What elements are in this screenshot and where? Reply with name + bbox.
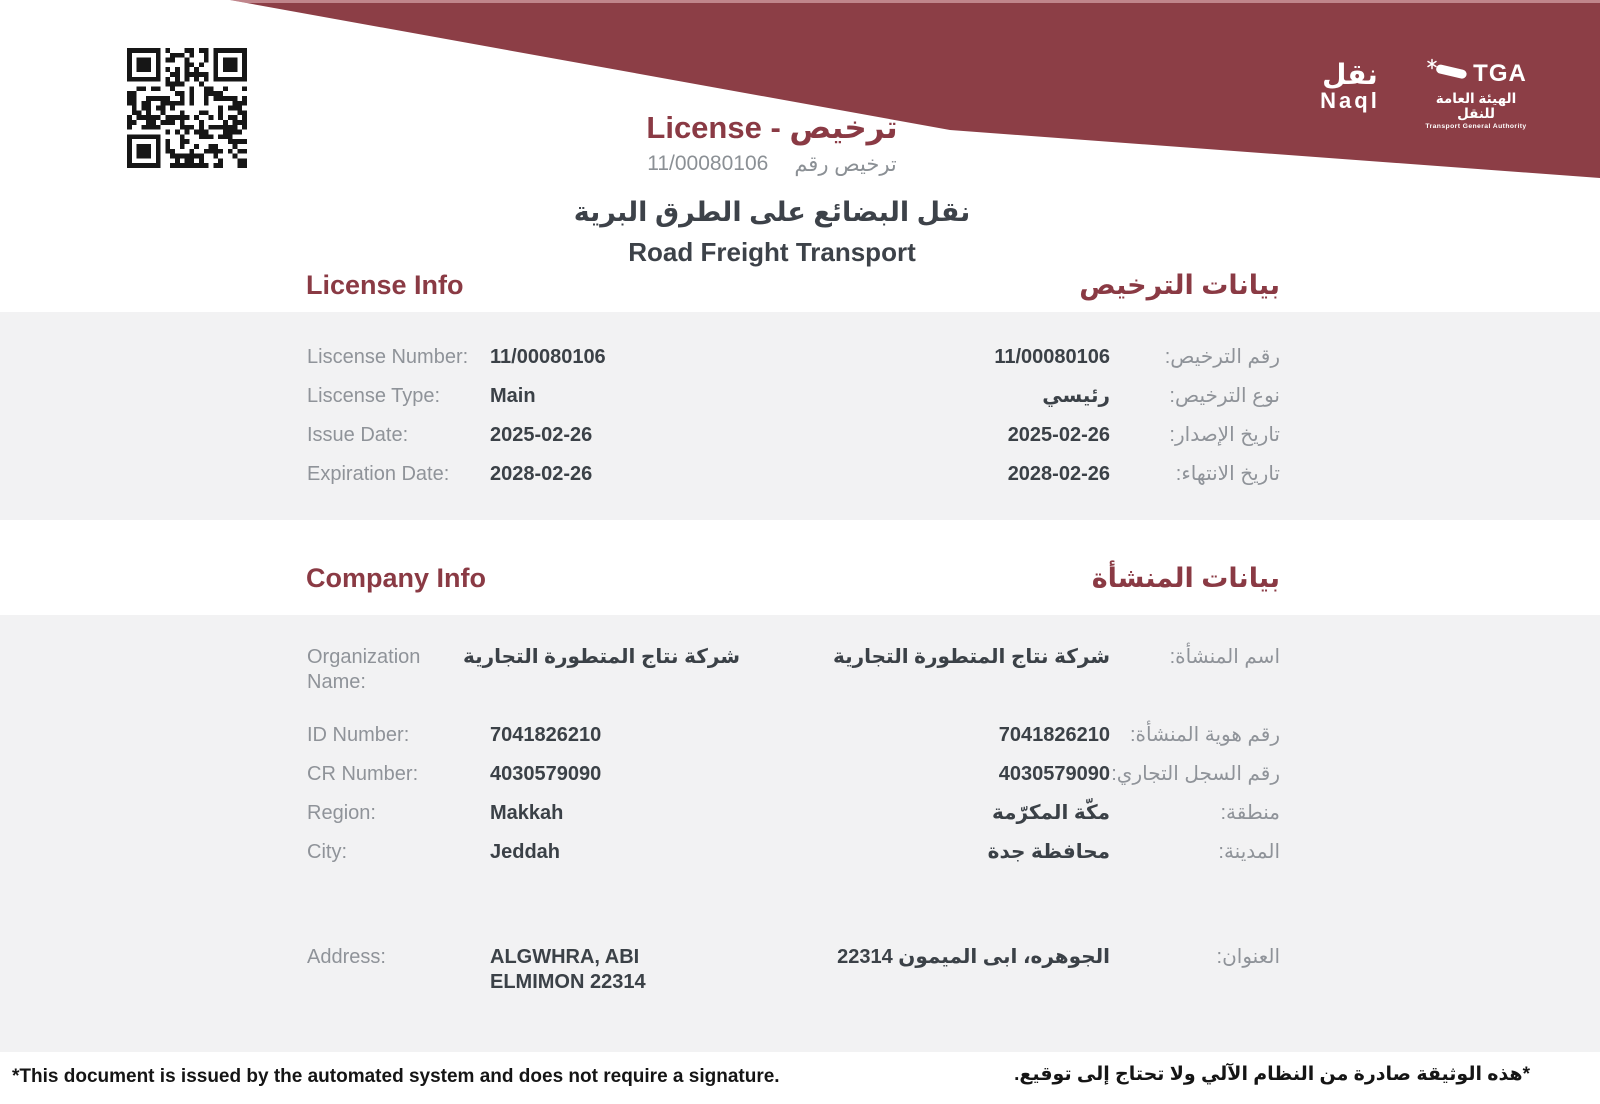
- value-en: Makkah: [490, 802, 564, 824]
- value-en: 11/00080106: [490, 346, 606, 368]
- company-info-heading-ar: بيانات المنشأة: [1091, 563, 1280, 593]
- label-en: CR Number:: [307, 763, 419, 785]
- tga-logo-arabic: الهيئة العامة للنقل: [1435, 91, 1517, 121]
- banner-top-strip: [230, 0, 1600, 3]
- company-info-panel: [0, 615, 1600, 1052]
- license-number-line: [472, 152, 1072, 177]
- activity-title-english: Road Freight Transport: [628, 237, 916, 267]
- label-ar: منطقة:: [1220, 802, 1280, 824]
- qr-code-icon: [127, 48, 247, 168]
- label-en: City:: [307, 841, 347, 863]
- activity-title-arabic: نقل البضائع على الطرق البرية: [573, 197, 971, 227]
- footer-note-en: *This document is issued by the automated system and does not require a signature.: [12, 1066, 780, 1087]
- label-ar: المدينة:: [1218, 841, 1280, 863]
- label-ar: رقم السجل التجاري:: [1111, 763, 1280, 785]
- label-en: Liscense Number:: [307, 346, 469, 368]
- value-ar: 2028-02-26: [1007, 463, 1110, 485]
- naql-logo-arabic: نقل: [1322, 59, 1378, 90]
- label-ar: العنوان:: [1216, 946, 1280, 968]
- page-title: ترخيص - License: [646, 110, 898, 145]
- license-number-value: 11/00080106: [647, 152, 769, 175]
- label-en: Organization Name:: [307, 646, 421, 693]
- value-en: شركة نتاج المتطورة التجارية: [462, 646, 740, 668]
- label-en: ID Number:: [307, 724, 410, 746]
- value-ar: مكّة المكرّمة: [991, 802, 1110, 824]
- value-en: Jeddah: [490, 841, 561, 863]
- value-ar: 7041826210: [998, 724, 1110, 746]
- value-en: ALGWHRA, ABI ELMIMON 22314: [490, 946, 646, 993]
- label-ar: نوع الترخيص:: [1169, 385, 1280, 407]
- value-ar: 2025-02-26: [1007, 424, 1110, 446]
- label-en: Issue Date:: [307, 424, 409, 446]
- value-ar: رئيسي: [1042, 385, 1110, 407]
- tga-logo: [1415, 58, 1537, 130]
- license-info-heading-en: License Info: [306, 270, 464, 300]
- value-en: 2028-02-26: [490, 463, 593, 485]
- tga-logo-abbr: TGA: [1473, 59, 1527, 87]
- tga-logo-english: Transport General Authority: [1425, 122, 1527, 130]
- value-ar: 4030579090: [998, 763, 1110, 785]
- label-en: Liscense Type:: [307, 385, 441, 407]
- naql-logo-latin: Naql: [1320, 88, 1380, 114]
- label-en: Region:: [307, 802, 376, 824]
- naql-logo: [1300, 60, 1400, 114]
- license-number-label: ترخيص رقم: [794, 153, 897, 176]
- value-ar: الجوهره، ابى الميمون 22314: [837, 946, 1110, 968]
- value-en: 7041826210: [490, 724, 602, 746]
- label-ar: اسم المنشأة:: [1169, 646, 1280, 668]
- value-en: 4030579090: [490, 763, 602, 785]
- value-en: Main: [490, 385, 536, 407]
- license-info-panel: [0, 312, 1600, 520]
- value-en: 2025-02-26: [490, 424, 593, 446]
- label-ar: رقم هوية المنشأة:: [1129, 724, 1280, 746]
- license-info-heading-ar: بيانات الترخيص: [1079, 270, 1280, 300]
- value-ar: محافظة جدة: [987, 841, 1110, 863]
- value-ar: شركة نتاج المتطورة التجارية: [832, 646, 1110, 668]
- value-ar: 11/00080106: [994, 346, 1110, 368]
- label-en: Expiration Date:: [307, 463, 450, 485]
- label-en: Address:: [307, 946, 386, 968]
- label-ar: تاريخ الانتهاء:: [1175, 463, 1280, 485]
- tga-truck-icon: [1425, 58, 1469, 89]
- label-ar: تاريخ الإصدار:: [1169, 424, 1280, 446]
- footer-note-ar: *هذه الوثيقة صادرة من النظام الآلي ولا تحتاج إلى توقيع.: [1014, 1064, 1530, 1085]
- label-ar: رقم الترخيص:: [1164, 346, 1280, 368]
- company-info-heading-en: Company Info: [306, 563, 486, 593]
